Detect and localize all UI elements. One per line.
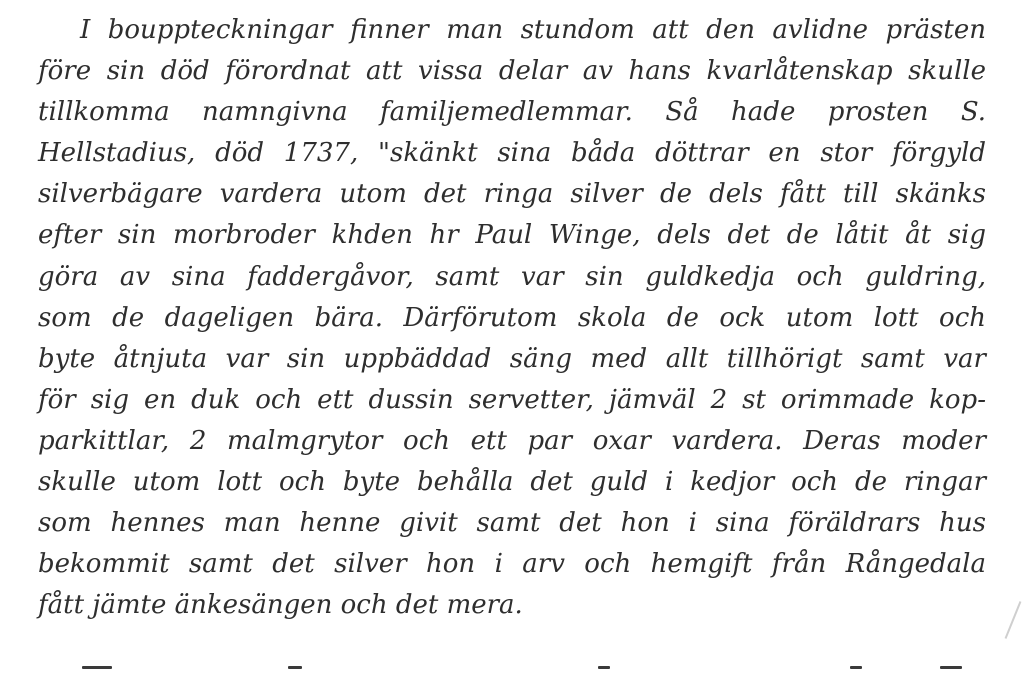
text-line-12: skulle utom lott och byte behålla det guld i kedjor och de ringar — [38, 467, 986, 498]
text-line-10: för sig en duk och ett dussin servetter, jämväl 2 st orimmade kop- — [38, 384, 986, 415]
text-line-4: Hellstadius, död 1737, "skänkt sina båda döttrar en stor förgyld — [38, 138, 986, 169]
body-paragraph — [38, 10, 986, 626]
text-line-9: byte åtnjuta var sin uppbäddad säng med allt tillhörigt samt var — [38, 343, 986, 374]
text-line-11: parkittlar, 2 malmgrytor och ett par oxar vardera. Deras moder — [38, 425, 986, 456]
cropped-next-line — [38, 648, 986, 674]
text-line-14: bekommit samt det silver hon i arv och hemgift från Rångedala — [38, 549, 986, 580]
text-line-13: som hennes man henne givit samt det hon i sina föräldrars hus — [38, 508, 986, 539]
text-line-6: efter sin morbroder khden hr Paul Winge, dels det de låtit åt sig — [38, 220, 986, 251]
text-line-7: göra av sina faddergåvor, samt var sin guldkedja och guldring, — [38, 261, 986, 292]
text-line-1: I bouppteckningar finner man stundom att den avlidne prästen — [80, 15, 986, 45]
text-line-2: före sin död förordnat att vissa delar av hans kvarlåtenskap skulle — [38, 56, 986, 87]
text-line-15: fått jämte änkesängen och det mera. — [38, 590, 523, 621]
text-line-3: tillkomma namngivna familjemedlemmar. Så hade prosten S. — [38, 97, 986, 128]
text-line-8: som de dageligen bära. Därförutom skola de ock utom lott och — [38, 302, 986, 333]
scan-edge-mark — [1005, 601, 1022, 639]
text-line-5: silverbägare vardera utom det ringa silver de dels fått till skänks — [38, 179, 986, 210]
